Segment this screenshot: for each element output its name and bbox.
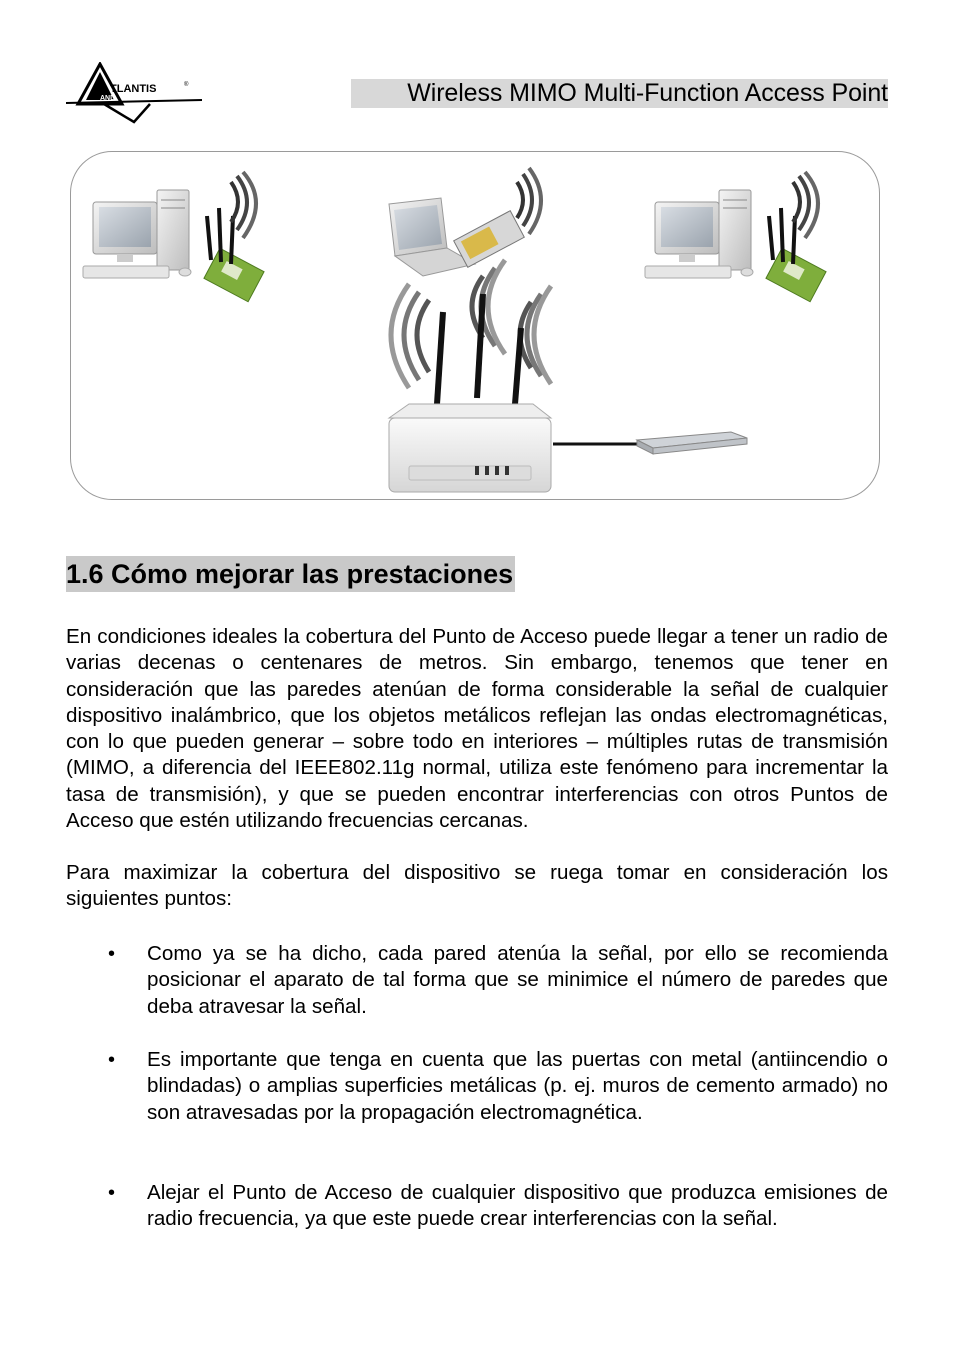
desktop-pc-right [645, 190, 753, 278]
paragraph-maximize: Para maximizar la cobertura del dispositivo se ruega tomar en consideración los siguientes puntos: [66, 861, 888, 911]
mimo-access-point [389, 260, 551, 492]
list-item-text: Como ya se ha dicho, cada pared atenúa la señal, por ello se recomienda posicionar el aparato de tal forma que se minimice el número de paredes que deba atravesar la señal. [147, 942, 888, 1018]
atlantis-logo [66, 62, 206, 124]
network-diagram [70, 151, 880, 500]
header-title: Wireless MIMO Multi-Function Access Point [351, 79, 888, 108]
svg-text:AND: AND [100, 95, 116, 102]
bullet-marker: • [108, 943, 116, 965]
pci-card-right [766, 172, 826, 302]
list-item-text: Alejar el Punto de Acceso de cualquier dispositivo que produzca emisiones de radio frecuencia, ya que este puede crear interferencias con la señal. [147, 1181, 888, 1231]
paragraph-intro: En condiciones ideales la cobertura del Punto de Acceso puede llegar a tener un radio de varias decenas o centenares de metros. Sin embargo, tenemos que tener en consideración que las paredes atenúan de forma considerable la señal de cualquier dispositivo inalámbrico, que los objetos metálicos reflejan las ondas electromagnéticas, con lo que pueden generar – sobre todo en interiores – múltiples rutas de transmisión (MIMO, a diferencia del IEEE802.11g normal, utiliza este fenómeno para incrementar la tasa de transmisión), y que se pueden encontrar interferencias con otros Puntos de Acceso que estén utilizando frecuencias cercanas. [66, 625, 888, 833]
section-title: 1.6 Cómo mejorar las prestaciones [66, 556, 515, 592]
network-switch [637, 432, 747, 454]
bullet-marker: • [108, 1049, 116, 1071]
bullet-marker: • [108, 1182, 116, 1204]
svg-text:®: ® [184, 82, 189, 88]
list-item-text: Es importante que tenga en cuenta que las puertas con metal (antiincendio o blindadas) o amplias superficies metálicas (p. ej. muros de cemento armado) no son atravesadas por la propagación electromagnética. [147, 1048, 888, 1124]
svg-text:TLANTIS: TLANTIS [110, 83, 157, 95]
pci-card-left [204, 172, 264, 302]
desktop-pc-left [83, 190, 191, 278]
laptop [389, 168, 541, 276]
